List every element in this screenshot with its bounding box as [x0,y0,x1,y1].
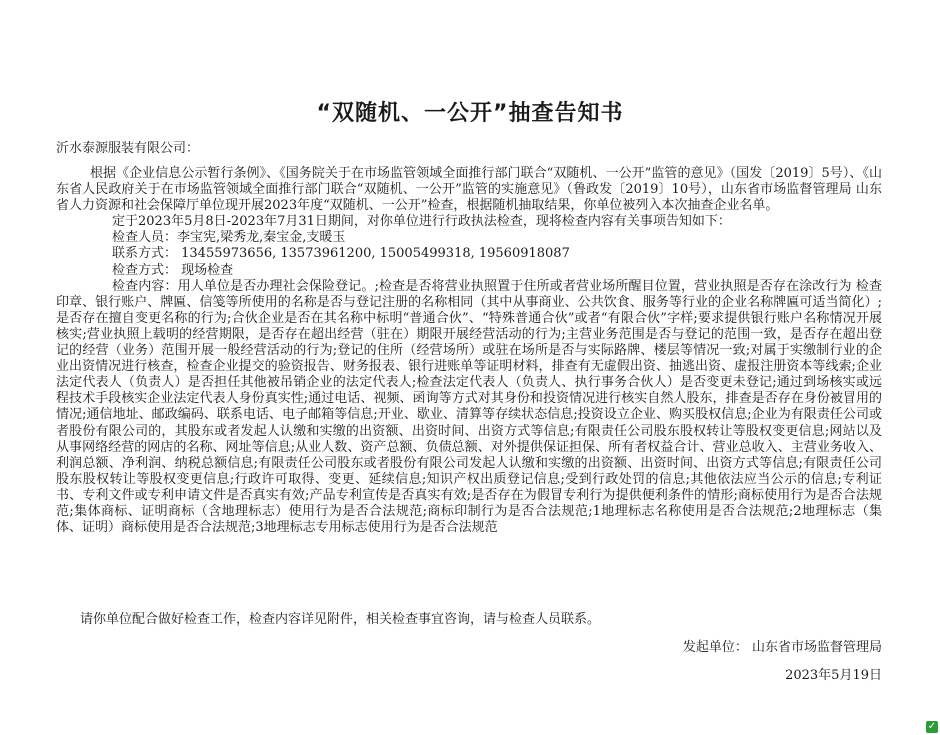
notice-body [56,166,882,536]
issuing-unit: 发起单位： 山东省市场监督管理局 [682,640,882,655]
issue-date: 2023年5月19日 [785,668,882,683]
notice-title: “双随机、一公开”抽查告知书 [316,101,624,126]
inspection-content: 检查内容：用人单位是否办理社会保险登记。;检查是否将营业执照置于住所或者营业场所醒目位置，营业执照是否存在涂改行为 检查印章、银行账户、牌匾、信笺等所使用的名称是否与登记注册的名称相同（其中从事商业、公共饮食、服务等行业的企业名称牌匾可适当简化）;是否存在擅自变更名称的行为;合伙企业是否在其名称中标明“普通合伙”、“特殊普通合伙”或者“有限合伙”字样;要求提供银行账户名称情况开展核实;营业执照上载明的经营期限，是否存在超出经营（驻在）期限开展经营活动的行为;主营业务范围是否与登记的范围一致，是否存在超出登记的经营（业务）范围开展一般经营活动的行为;登记的住所（经营场所）或驻在场所是否与实际路牌、楼层等情况一致;对属于实缴制行业的企业出资情况进行核查，检查企业提交的验资报告、财务报表、银行进账单等证明材料，排查有无虚假出资、抽逃出资、虚报注册资本等线索;企业法定代表人（负责人）是否担任其他被吊销企业的法定代表人;检查法定代表人（负责人、执行事务合伙人）是否变更未登记;通过到场核实或远程技术手段核实企业法定代表人身份真实性;通过电话、视频、函询等方式对其身份和投资情况进行核实自然人股东，排查是否存在身份被冒用的情况;通信地址、邮政编码、联系电话、电子邮箱等信息;开业、歇业、清算等存续状态信息;投资设立企业、购买股权信息;企业为有限责任公司或者股份有限公司的，其股东或者发起人认缴和实缴的出资额、出资时间、出资方式等信息;有限责任公司股东股权转让等股权变更信息;网站以及从事网络经营的网店的名称、网址等信息;从业人数、资产总额、负债总额、对外提供保证担保、所有者权益合计、营业总收入、主营业务收入、利润总额、净利润、纳税总额信息;有限责任公司股东或者股份有限公司发起人认缴和实缴的出资额、出资时间、出资方式等信息;有限责任公司股东股权转让等股权变更信息;行政许可取得、变更、延续信息;知识产权出质登记信息;受到行政处罚的信息;其他依法应当公示的信息;专利证书、专利文件或专利申请文件是否真实有效;产品专利宣传是否真实有效;是否存在为假冒专利行为提供便利条件的情形;商标使用行为是否合法规范;集体商标、证明商标（含地理标志）使用行为是否合法规范;商标印制行为是否合法规范;1地理标志名称使用是否合法规范;2地理标志（集体、证明）商标使用是否合法规范;3地理标志专用标志使用行为是否合法规范 [56,278,882,536]
green-check-icon[interactable]: ✓ [927,721,937,732]
addressee: 沂水泰源服装有限公司： [56,141,200,156]
intro-paragraph: 根据《企业信息公示暂行条例》、《国务院关于在市场监管领域全面推行部门联合“双随机、一公开”监管的意见》（国发〔2019〕5号）、《山东省人民政府关于在市场监管领域全面推行部门联合“双随机、一公开”监管的实施意见》（鲁政发〔2019〕10号），山东省市场监督管理局 山东省人力资源和社会保障厅单位现开展2023年度“双随机、一公开”检查，根据随机抽取结果，你单位被列入本次抽查企业名单。 [56,166,882,214]
inspection-period: 定于2023年5月8日-2023年7月31日期间，对你单位进行行政执法检查，现将检查内容有关事项告知如下： [112,214,731,230]
inspectors-line: 检查人员：李宝宪,梁秀龙,秦宝金,支暖玉 [112,230,346,246]
contact-line: 联系方式： 13455973656, 13573961200, 15005499318, 19560918087 [112,246,570,262]
method-line: 检查方式： 现场检查 [112,262,234,278]
closing-sentence: 请你单位配合做好检查工作，检查内容详见附件，相关检查事宜咨询，请与检查人员联系。 [80,612,601,627]
